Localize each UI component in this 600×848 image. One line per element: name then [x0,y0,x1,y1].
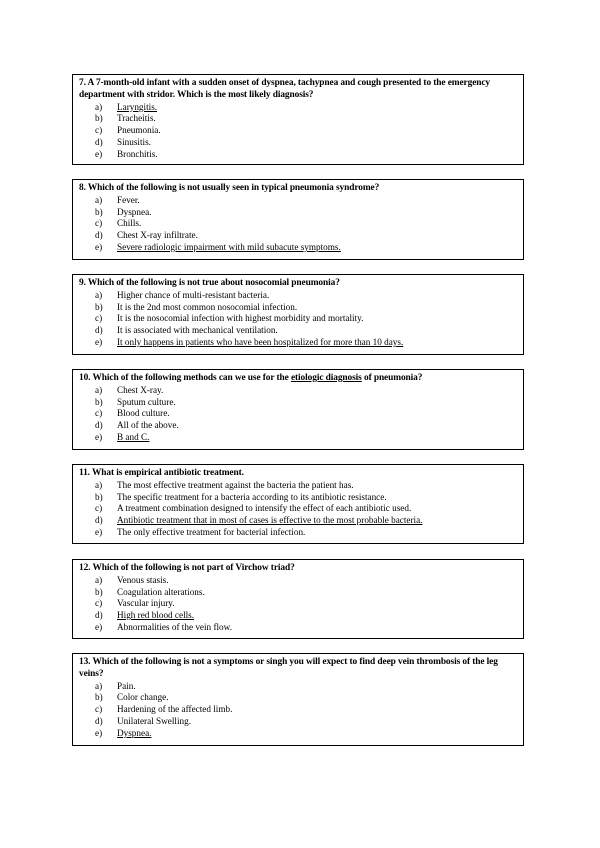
option-text: Chest X-ray. [117,384,164,395]
option-d: d) It is associated with mechanical ventilation. [95,325,278,336]
option-b: b) Coagulation alterations. [95,586,205,597]
option-d: d) All of the above. [95,420,179,431]
question-9 [72,274,524,355]
option-list [79,102,517,161]
underlined-term: etiologic diagnosis [290,373,362,383]
option-text: Blood culture. [117,408,170,419]
option-d: d) Unilateral Swelling. [95,715,191,726]
option-text: The most effective treatment against the bacteria the patient has. [117,479,354,490]
option-b: b) Sputum culture. [95,396,176,407]
option-a: a) The most effective treatment against the bacteria the patient has. [95,479,354,490]
option-list [79,290,517,349]
option-text: Pain. [117,680,136,691]
option-b: b) Color change. [95,692,169,703]
option-text: Coagulation alterations. [117,586,205,597]
option-list [79,575,517,634]
option-e: e) Dyspnea. [95,727,152,738]
option-a: a) Laryngitis. [95,101,158,112]
option-c: c) Vascular injury. [95,598,175,609]
option-a: a) Venous stasis. [95,574,169,585]
option-text: Unilateral Swelling. [117,715,191,726]
option-b: b) It is the 2nd most common nosocomial infection. [95,301,298,312]
option-c: c) Hardening of the affected limb. [95,704,233,715]
option-text: It is the nosocomial infection with highest morbidity and mortality. [117,313,364,324]
option-text: Antibiotic treatment that in most of cases is effective to the most probable bacteria. [117,515,423,526]
question-13 [72,653,524,746]
option-text: Pneumonia. [117,125,161,136]
option-e: e) Abnormalities of the vein flow. [95,621,232,632]
option-e: e) It only happens in patients who have been hospitalized for more than 10 days. [95,336,404,347]
option-text: It only happens in patients who have been hospitalized for more than 10 days. [117,336,404,347]
option-text: Hardening of the affected limb. [117,704,233,715]
question-text: 13. Which of the following is not a symptoms or singh you will expect to find deep vein thrombosis of the leg veins? [79,657,498,679]
option-text: Laryngitis. [117,101,158,112]
option-text: Venous stasis. [117,574,169,585]
option-c: c) A treatment combination designed to intensify the effect of each antibiotic used. [95,503,412,514]
option-text: Chest X-ray infiltrate. [117,230,198,241]
option-text: The only effective treatment for bacterial infection. [117,526,306,537]
question-text: 11. What is empirical antibiotic treatment. [79,468,244,478]
option-d: d) Antibiotic treatment that in most of cases is effective to the most probable bacteria. [95,515,423,526]
question-8 [72,179,524,260]
option-list [79,195,517,254]
option-c: c) Chills. [95,218,142,229]
option-text: Dyspnea. [117,206,152,217]
option-b: b) The specific treatment for a bacteria according to its antibiotic resistance. [95,491,387,502]
option-a: a) Chest X-ray. [95,384,164,395]
option-a: a) Pain. [95,680,136,691]
option-text: Dyspnea. [117,727,152,738]
option-b: b) Tracheitis. [95,113,156,124]
option-text: Fever. [117,194,140,205]
option-text: Bronchitis. [117,148,158,159]
option-text: Vascular injury. [117,598,175,609]
option-text: It is the 2nd most common nosocomial infection. [117,301,298,312]
option-text: A treatment combination designed to intensify the effect of each antibiotic used. [117,503,412,514]
option-text: Abnormalities of the vein flow. [117,621,232,632]
option-e: e) The only effective treatment for bacterial infection. [95,526,306,537]
option-text: B and C. [117,431,150,442]
option-text: High red blood cells. [117,610,195,621]
option-c: c) It is the nosocomial infection with highest morbidity and mortality. [95,313,364,324]
question-12 [72,559,524,639]
option-text: Color change. [117,692,169,703]
question-text: 10. Which of the following methods can we use for the etiologic diagnosis of pneumonia? [79,373,423,383]
option-list [79,681,517,740]
option-e: e) Bronchitis. [95,148,158,159]
option-e: e) B and C. [95,431,150,442]
question-text: 12. Which of the following is not part of Virchow triad? [79,563,295,573]
option-text: Chills. [117,218,142,229]
option-text: All of the above. [117,420,179,431]
option-c: c) Pneumonia. [95,125,161,136]
option-c: c) Blood culture. [95,408,170,419]
question-text: 8. Which of the following is not usually seen in typical pneumonia syndrome? [79,183,380,193]
option-b: b) Dyspnea. [95,206,152,217]
option-d: d) Chest X-ray infiltrate. [95,230,198,241]
question-7 [72,74,524,165]
option-list [79,385,517,444]
option-d: d) High red blood cells. [95,610,195,621]
question-11 [72,464,524,544]
option-a: a) Higher chance of multi-resistant bacteria. [95,289,270,300]
option-list [79,480,517,539]
option-text: It is associated with mechanical ventilation. [117,325,278,336]
question-10 [72,369,524,450]
option-text: Sinusitis. [117,136,151,147]
option-text: The specific treatment for a bacteria according to its antibiotic resistance. [117,491,387,502]
question-text: 7. A 7-month-old infant with a sudden onset of dyspnea, tachypnea and cough presented to the emergency department with stridor. Which is the most likely diagnosis? [79,78,491,100]
option-a: a) Fever. [95,194,140,205]
option-text: Tracheitis. [117,113,156,124]
option-text: Severe radiologic impairment with mild subacute symptoms. [117,241,341,252]
option-d: d) Sinusitis. [95,136,151,147]
option-text: Higher chance of multi-resistant bacteria. [117,289,270,300]
option-e: e) Severe radiologic impairment with mild subacute symptoms. [95,241,341,252]
option-text: Sputum culture. [117,396,176,407]
question-text: 9. Which of the following is not true about nosocomial pneumonia? [79,278,340,288]
